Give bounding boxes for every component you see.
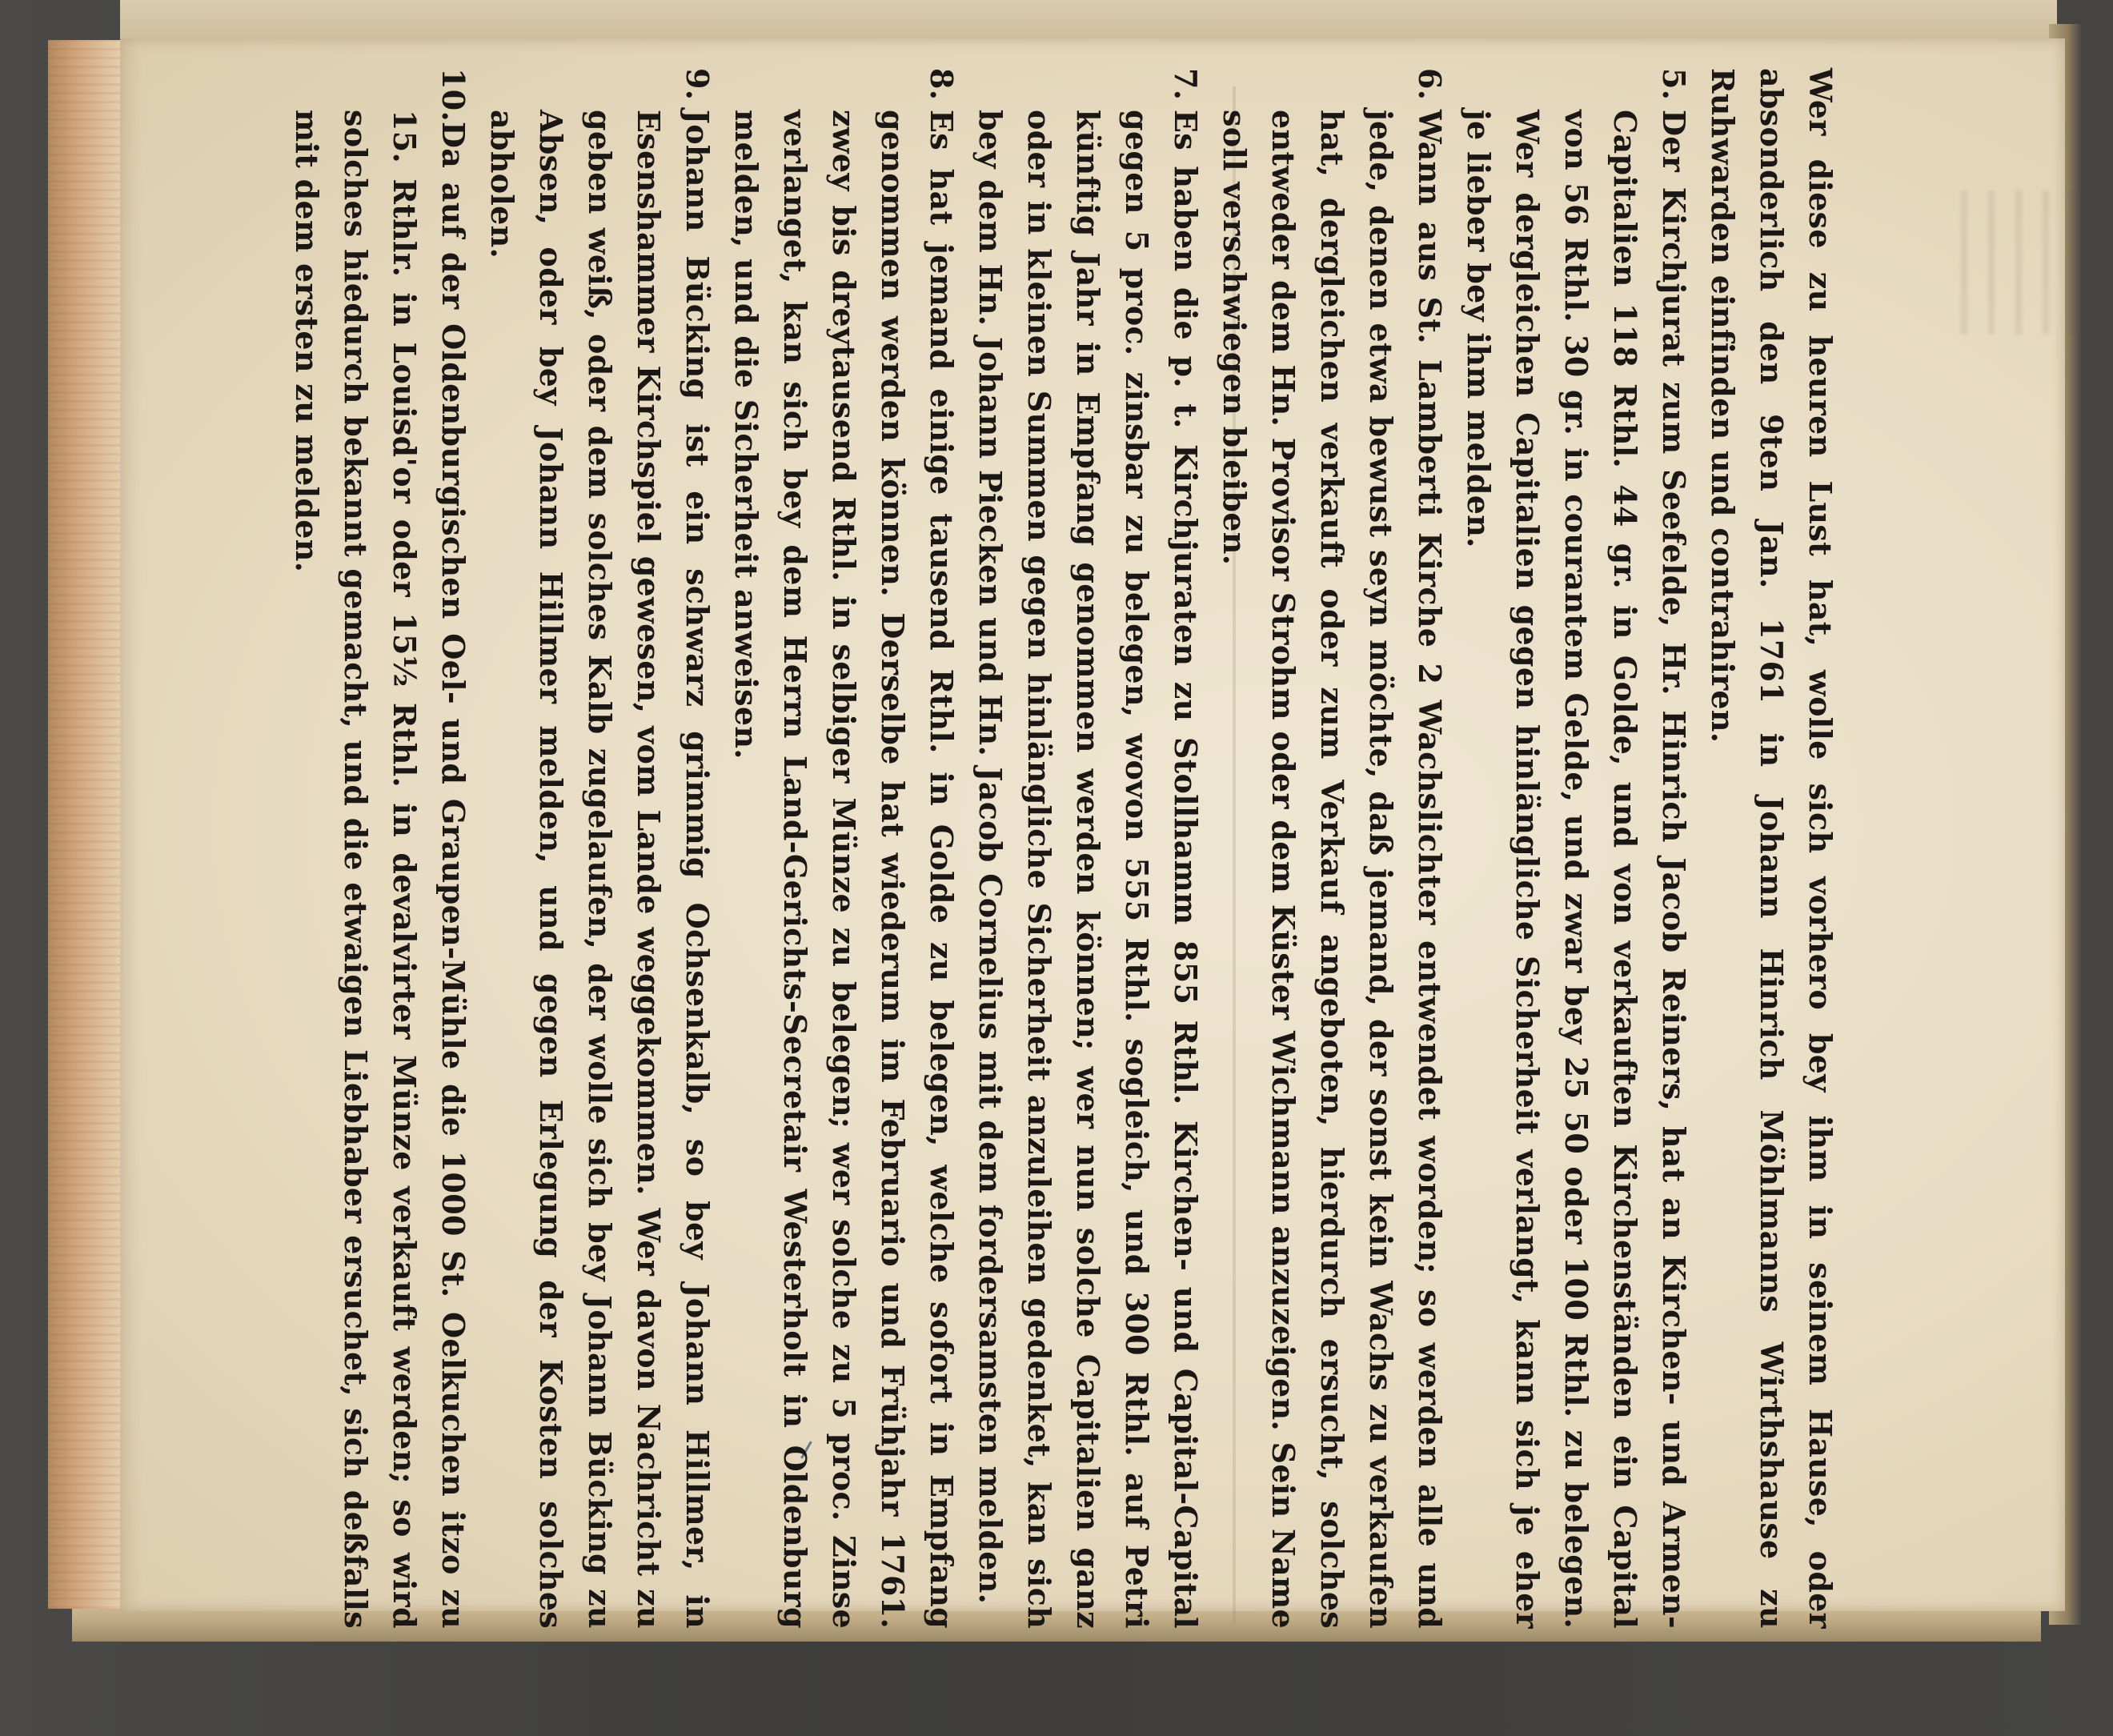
entry-text: Es hat jemand einige tausend Rthl. in Golde zu belegen, welche sofort in Empfang genommen werden können. Derselbe hat wiederum im Februario und Frühjahr 1761. zwey bis dreytausend Rthl. in selbiger Münze zu belegen; wer solche zu 5 proc. Zinse verlanget, kan sich bey dem Herrn Land-Gerichts-Secretair Westerholt in Oldenburg melden, und die Sicherheit anweisen. — [728, 110, 960, 1629]
entry-8 — [722, 68, 966, 1629]
entry-number: 5. — [1656, 68, 1692, 101]
entry-text: Wann aus St. Lamberti Kirche 2 Wachslichter entwendet worden; so werden alle und jede, denen etwa bewust seyn möchte, daß jemand, der sonst kein Wachs zu verkaufen hat, dergleichen verkauft oder zum Verkauf angeboten, hierdurch ersucht, solches entweder dem Hn. Provisor Strohm oder dem Küster Wichmann anzuzeigen. Sein Name soll verschwiegen bleiben. — [1217, 110, 1448, 1629]
entry-text: Der Kirchjurat zum Seefelde, Hr. Hinrich Jacob Reiners, hat an Kirchen- und Armen-Capitalien 118 Rthl. 44 gr. in Golde, und von verkauften Kirchenständen ein Capital von 56 Rthl. 30 gr. in courantem Gelde, und zwar bey 25 50 oder 100 Rthl. zu belegen. Wer dergleichen Capitalien gegen hinlängliche Sicherheit verlangt, kann sich je eher je lieber bey ihm melden. — [1461, 110, 1692, 1629]
entry-number: 6. — [1412, 68, 1448, 101]
entry-9 — [478, 68, 722, 1629]
previous-page-edge — [120, 0, 2057, 42]
ink-bleed-through — [1961, 190, 2113, 335]
rotated-text-frame — [289, 68, 1845, 1629]
entry-text: Es haben die p. t. Kirchjuraten zu Stollhamm 855 Rthl. Kirchen- und Capital-Capital gegen 5 proc. zinsbar zu belegen, wovon 555 Rthl. sogleich, und 300 Rthl. auf Petri künftig Jahr in Empfang genommen werden können; wer nun solche Capitalien ganz oder in kleinen Summen gegen hinlängliche Sicherheit anzuleihen gedenket, kan sich bey dem Hn. Johann Piecken und Hn. Jacob Cornelius mit dem fordersamsten melden. — [972, 110, 1204, 1629]
entry-5 — [1454, 68, 1698, 1629]
entry-number: 10. — [435, 68, 471, 122]
entry-6 — [1210, 68, 1454, 1629]
text-block — [283, 68, 1845, 1629]
entry-7 — [966, 68, 1210, 1629]
entry-text: Johann Bücking ist ein schwarz grimmig Ochsenkalb, so bey Johann Hillmer, in Esenshammer Kirchspiel gewesen, vom Lande weggekommen. Wer davon Nachricht zu geben weiß, oder dem solches Kalb zugelaufen, der wolle sich bey Johann Bücking zu Absen, oder bey Johann Hillmer melden, und gegen Erlegung der Kosten solches abholen. — [484, 110, 716, 1629]
entry-10 — [283, 68, 478, 1629]
entry-text: Wer diese zu heuren Lust hat, wolle sich vorhero bey ihm in seinem Hause, oder absonderlich den 9ten Jan. 1761 in Johann Hinrich Möhlmanns Wirthshause zu Ruhwarden einfinden und contrahiren. — [1705, 68, 1838, 1629]
entry-text: Da auf der Oldenburgischen Oel- und Graupen-Mühle die 1000 St. Oelkuchen itzo zu 15. Rthlr. in Louisd'or oder 15½ Rthl. in devalvirter Münze verkauft werden; so wird solches hiedurch bekannt gemacht, und die etwaigen Liebhaber ersuchet, sich deßfalls mit dem ersten zu melden. — [289, 110, 471, 1629]
entry-number: 8. — [924, 68, 960, 101]
entry-continuation — [1698, 68, 1845, 1629]
entry-number: 7. — [1168, 68, 1204, 101]
entry-number: 9. — [680, 68, 716, 101]
